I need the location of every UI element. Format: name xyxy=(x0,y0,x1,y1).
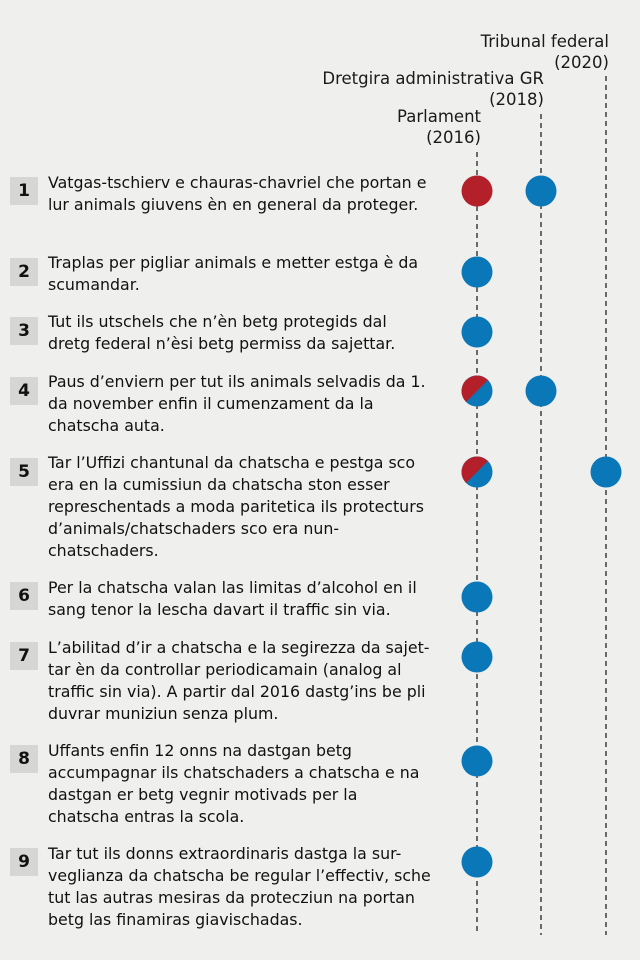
header-name: Dretgira administrativa GR xyxy=(322,69,544,88)
item-text: Traplas per pigliar animals e metter estga è da scumandar. xyxy=(48,253,419,294)
item-number-badge: 7 xyxy=(10,642,38,670)
item-text: L’abilitad d’ir a chatscha e la segirezza da sajet-tar èn da controllar periodicamain (analog al traffic sin via). A partir dal 2016 dastg’ins be pli duvrar muniziun senza plum. xyxy=(48,638,430,723)
item-number-badge: 9 xyxy=(10,848,38,876)
blue-dot-parlament-9 xyxy=(462,847,493,878)
header-year: (2016) xyxy=(426,128,481,147)
item-text: Uffants enfin 12 onns na dastgan betg accumpagnar ils chatschaders a chatscha e na dastgan er betg vegnir motivads per la chatscha entras la scola. xyxy=(48,741,420,826)
split-dot-parlament-5 xyxy=(462,457,493,488)
item-number-badge: 4 xyxy=(10,377,38,405)
item-number-badge: 8 xyxy=(10,745,38,773)
blue-dot-parlament-8 xyxy=(462,746,493,777)
split-dot-parlament-4 xyxy=(462,376,493,407)
blue-dot-dretgira-4 xyxy=(526,376,557,407)
item-text: Tar tut ils donns extraordinaris dastga la sur-veglianza da chatscha be regular l’effectiv, sche tut las autras mesiras da protecziun na portan betg las finamiras giavischadas. xyxy=(48,844,431,929)
item-number-badge: 6 xyxy=(10,582,38,610)
item-number-badge: 1 xyxy=(10,177,38,205)
item-text: Vatgas-tschierv e chauras-chavriel che portan e lur animals giuvens èn en general da proteger. xyxy=(48,173,427,214)
column-header-dretgira-administrativa xyxy=(322,68,544,110)
blue-dot-tribunal-5 xyxy=(591,457,622,488)
header-year: (2020) xyxy=(554,53,609,72)
item-number-badge: 5 xyxy=(10,458,38,486)
blue-dot-parlament-6 xyxy=(462,582,493,613)
item-number-badge: 2 xyxy=(10,258,38,286)
header-year: (2018) xyxy=(489,90,544,109)
blue-dot-dretgira-1 xyxy=(526,176,557,207)
item-text: Tar l’Uffizi chantunal da chatscha e pestga sco era en la cumissiun da chatscha ston esser represchentads a moda paritetica ils protecturs d’animals/chatschaders sco era nun-chatschaders. xyxy=(48,453,424,560)
item-text: Tut ils utschels che n’èn betg protegids dal dretg federal n’èsi betg permiss da sajettar. xyxy=(48,312,396,353)
blue-dot-parlament-2 xyxy=(462,257,493,288)
blue-dot-parlament-3 xyxy=(462,317,493,348)
item-text: Per la chatscha valan las limitas d’alcohol en il sang tenor la lescha davart il traffic sin via. xyxy=(48,578,417,619)
item-text: Paus d’enviern per tut ils animals selvadis da 1. da november enfin il cumenzament da la chatscha auta. xyxy=(48,372,426,435)
red-dot-parlament-1 xyxy=(462,176,493,207)
column-header-tribunal-federal xyxy=(481,31,609,73)
header-name: Tribunal federal xyxy=(480,32,609,51)
item-number-badge: 3 xyxy=(10,317,38,345)
header-name: Parlament xyxy=(397,107,481,126)
blue-dot-parlament-7 xyxy=(462,642,493,673)
column-header-parlament xyxy=(397,106,481,148)
